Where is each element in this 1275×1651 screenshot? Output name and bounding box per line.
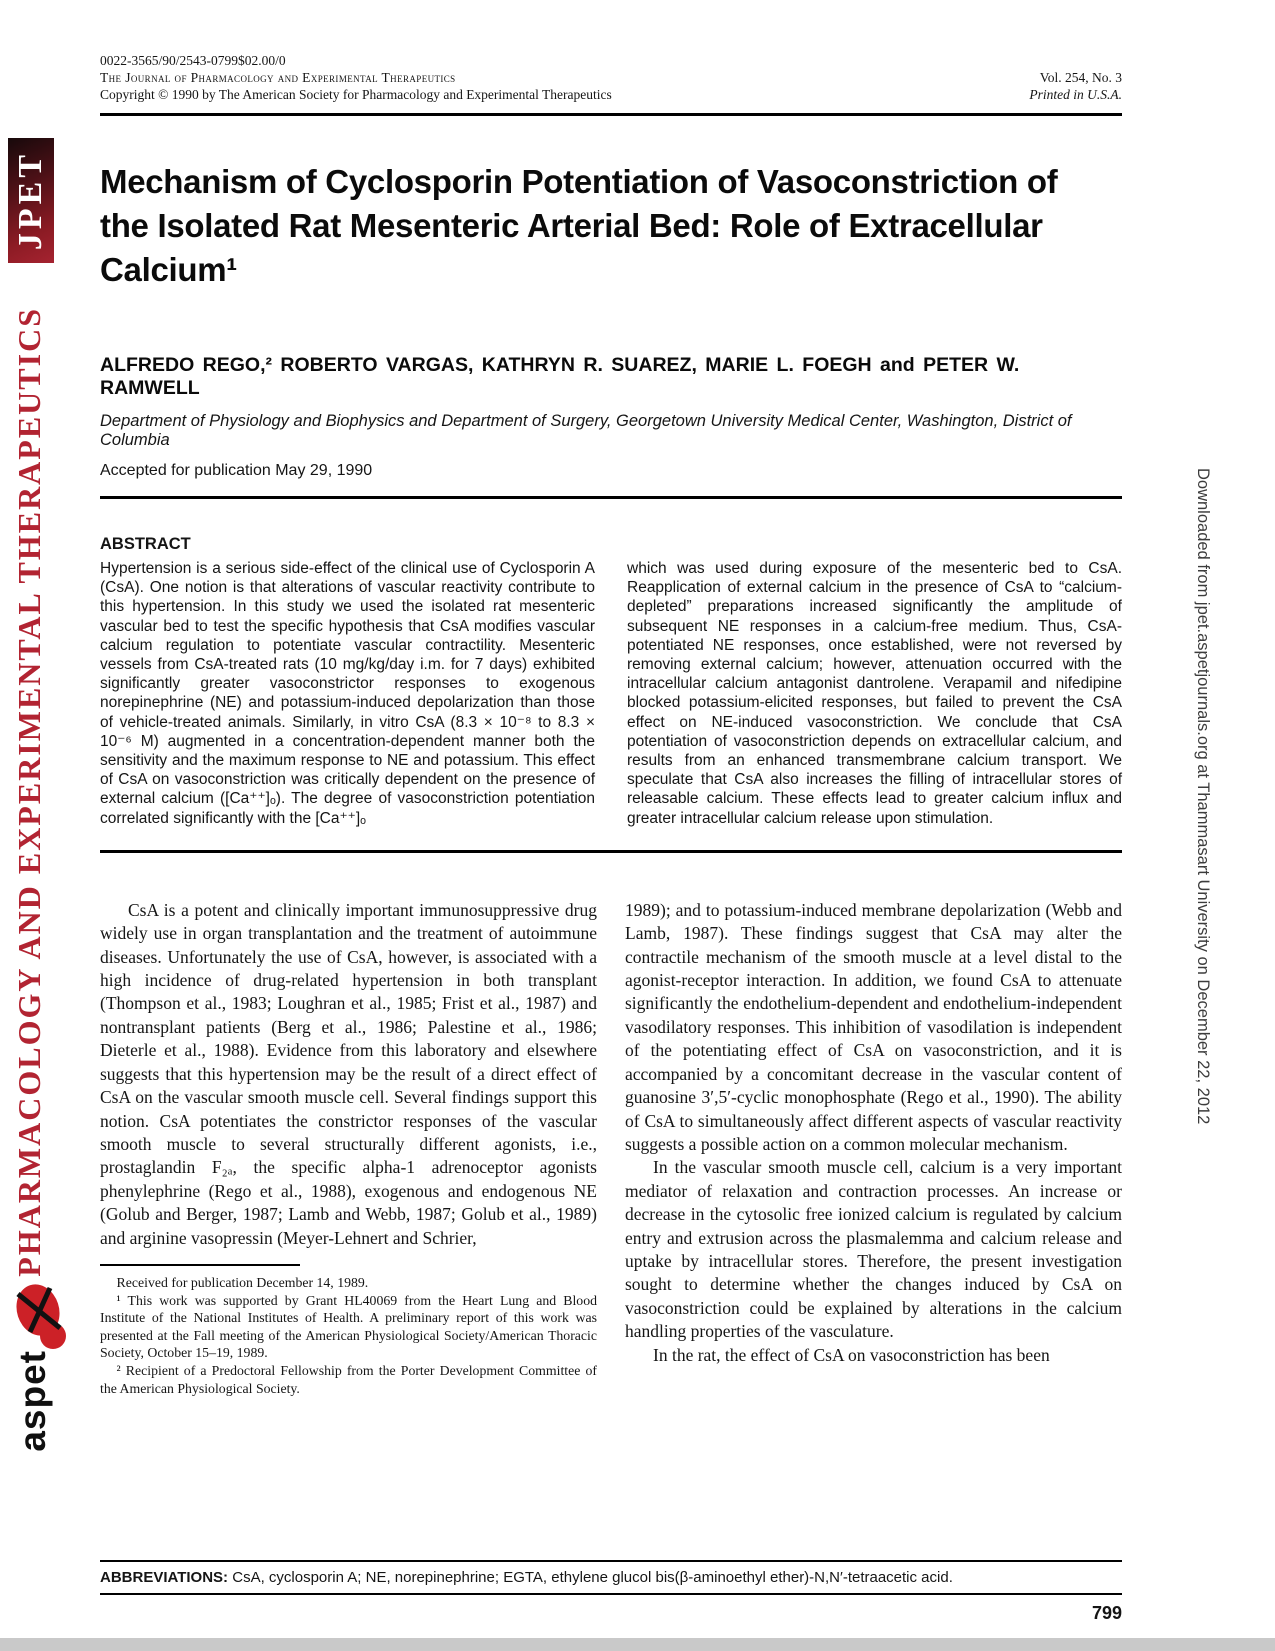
abstract-right-text: which was used during exposure of the mesenteric bed to CsA. Reapplication of external calcium in the presence of CsA to “calcium-depleted” preparations increased significantly the amplitude of subsequent NE responses in a calcium-free medium. Thus, CsA-potentiated NE responses, once established, were not reversed by removing external calcium; however, attenuation occurred with the intracellular calcium antagonist dantrolene. Verapamil and nifedipine blocked potassium-elicited responses, but failed to prevent the CsA effect on NE-induced vasoconstriction. We conclude that CsA potentiation of vasoconstriction depends on extracellular calcium, and results from an enhanced transmembrane calcium transport. We speculate that CsA also increases the filling of intracellular stores of releasable calcium. These effects lead to greater calcium influx and greater intracellular calcium release upon stimulation. (627, 560, 1122, 827)
aspet-logo-icon (10, 1282, 70, 1352)
abbreviations-bottom-rule (100, 1593, 1122, 1595)
jpet-logo-text: JPET (12, 150, 49, 251)
header-copyright: Copyright © 1990 by The American Society for Pharmacology and Experimental Therapeutics (100, 87, 612, 102)
header-code: 0022-3565/90/2543-0799$02.00/0 (100, 53, 286, 68)
body-left-column (100, 899, 597, 1397)
footnote-2: ² Recipient of a Predoctoral Fellowship from the Porter Development Committee of the American Physiological Society. (100, 1362, 597, 1396)
body-text (100, 899, 1122, 1397)
abstract-section (100, 533, 1122, 828)
aspet-logo (2, 1282, 64, 1472)
abstract-bottom-rule (100, 850, 1122, 853)
abstract-top-rule (100, 496, 1122, 499)
page-number: 799 (1091, 1603, 1122, 1623)
journal-name-vertical: PHARMACOLOGY AND EXPERIMENTAL THERAPEUTICS (10, 307, 47, 1277)
body-paragraph: In the rat, the effect of CsA on vasoconstriction has been (653, 1344, 1050, 1365)
abstract-heading: ABSTRACT (100, 535, 191, 553)
body-paragraph: CsA is a potent and clinically important immunosuppressive drug widely use in organ transplantation and the treatment of autoimmune diseases. Unfortunately the use of CsA, however, is associated with a high incidence of drug-related hypertension in both transplant (Thompson et al., 1983; Loughran et al., 1985; Frist et al., 1987) and nontransplant patients (Berg et al., 1986; Palestine et al., 1986; Dieterle et al., 1988). Evidence from this laboratory and elsewhere suggests that this hypertension may be the result of a direct effect of CsA on the vascular smooth muscle cell. Several findings support this notion. CsA potentiates the constrictor responses of the vascular smooth muscle to several structurally different agonists, i.e., prostaglandin F₂ₐ, the specific alpha-1 adrenoceptor agonists phenylephrine (Rego et al., 1988), exogenous and endogenous NE (Golub and Berger, 1987; Lamb and Webb, 1987; Golub et al., 1989) and arginine vasopressin (Meyer-Lehnert and Schrier, (100, 899, 597, 1248)
article-main (100, 52, 1122, 1397)
article-title: Mechanism of Cyclosporin Potentiation of Vasoconstriction of the Isolated Rat Mesenteric Arterial Bed: Role of Extracellular Calcium¹ (100, 163, 1058, 288)
download-watermark: Downloaded from jpet.aspetjournals.org at Thammasart University on December 22, 2012 (1194, 468, 1212, 1125)
body-right-column (625, 899, 1122, 1397)
header-printed-in: Printed in U.S.A. (1029, 87, 1122, 102)
jpet-logo (8, 138, 54, 263)
footnote-rule (100, 1264, 300, 1266)
footer-bar (100, 1560, 1122, 1624)
abbreviations-line (100, 1568, 1122, 1587)
abstract-right-column (627, 533, 1122, 828)
body-paragraph: 1989); and to potassium-induced membrane depolarization (Webb and Lamb, 1987). These findings suggest that CsA may alter the contractile mechanism of the smooth muscle at a level distal to the agonist-receptor interaction. In addition, we found CsA to attenuate significantly the endothelium-dependent and endothelium-independent vasodilatory responses. This inhibition of vasodilation is independent of the potentiating effect of CsA on vasoconstriction, and it is accompanied by a concomitant decrease in the vascular content of guanosine 3′,5′-cyclic monophosphate (Rego et al., 1990). The ability of CsA to simultaneously affect different aspects of vascular reactivity suggests a possible action on a common molecular mechanism. (625, 899, 1122, 1154)
aspet-logo-text: aspet (12, 1350, 53, 1452)
journal-header (100, 52, 1122, 103)
abbreviations-label: ABBREVIATIONS: (100, 1569, 229, 1586)
authors-line: ALFREDO REGO,² ROBERTO VARGAS, KATHRYN R. SUAREZ, MARIE L. FOEGH and PETER W. RAMWELL (100, 354, 1020, 399)
footnotes (100, 1264, 597, 1397)
header-journal-name: The Journal of Pharmacology and Experimental Therapeutics (100, 70, 456, 85)
abbreviations-top-rule (100, 1560, 1122, 1562)
accepted-line: Accepted for publication May 29, 1990 (100, 462, 373, 479)
body-paragraph: In the vascular smooth muscle cell, calcium is a very important mediator of relaxation and contraction processes. An increase or decrease in the cytosolic free ionized calcium is regulated by calcium entry and extrusion across the plasmalemma and calcium release and uptake by intracellular stores. Therefore, the present investigation sought to determine whether the changes induced by CsA on vasoconstriction could be explained by alterations in the calcium handling properties of the vasculature. (625, 1157, 1122, 1342)
abstract-left-text: Hypertension is a serious side-effect of the clinical use of Cyclosporin A (CsA). One notion is that alterations of vascular reactivity contribute to this hypertension. In this study we used the isolated rat mesenteric vascular bed to test the specific hypothesis that CsA modifies vascular calcium regulation to potentiate vascular contractility. Mesenteric vessels from CsA-treated rats (10 mg/kg/day i.m. for 7 days) exhibited significantly greater vasoconstrictor responses to exogenous norepinephrine (NE) and potassium-induced depolarization than those of vehicle-treated animals. Similarly, in vitro CsA (8.3 × 10⁻⁸ to 8.3 × 10⁻⁶ M) augmented in a concentration-dependent manner both the sensitivity and the maximum response to NE and potassium. This effect of CsA on vasoconstriction was critically dependent on the presence of external calcium ([Ca⁺⁺]ₒ). The degree of vasoconstriction potentiation correlated significantly with the [Ca⁺⁺]ₒ (100, 560, 595, 827)
footnote-1: ¹ This work was supported by Grant HL40069 from the Heart Lung and Blood Institute of the National Institutes of Health. A preliminary report of this work was presented at the Fall meeting of the American Physiological Society/American Thoracic Society, October 15–19, 1989. (100, 1292, 597, 1361)
affiliation-line: Department of Physiology and Biophysics and Department of Surgery, Georgetown University Medical Center, Washington, District of Columbia (100, 412, 1072, 449)
scan-edge-artifact (0, 1638, 1275, 1651)
header-rule (100, 113, 1122, 116)
header-volume: Vol. 254, No. 3 (1039, 70, 1122, 85)
footnote-received: Received for publication December 14, 1989. (116, 1274, 369, 1290)
abstract-left-column (100, 533, 595, 828)
abbreviations-text: CsA, cyclosporin A; NE, norepinephrine; EGTA, ethylene glucol bis(β-aminoethyl ether)-N,N′-tetraacetic acid. (228, 1569, 953, 1586)
